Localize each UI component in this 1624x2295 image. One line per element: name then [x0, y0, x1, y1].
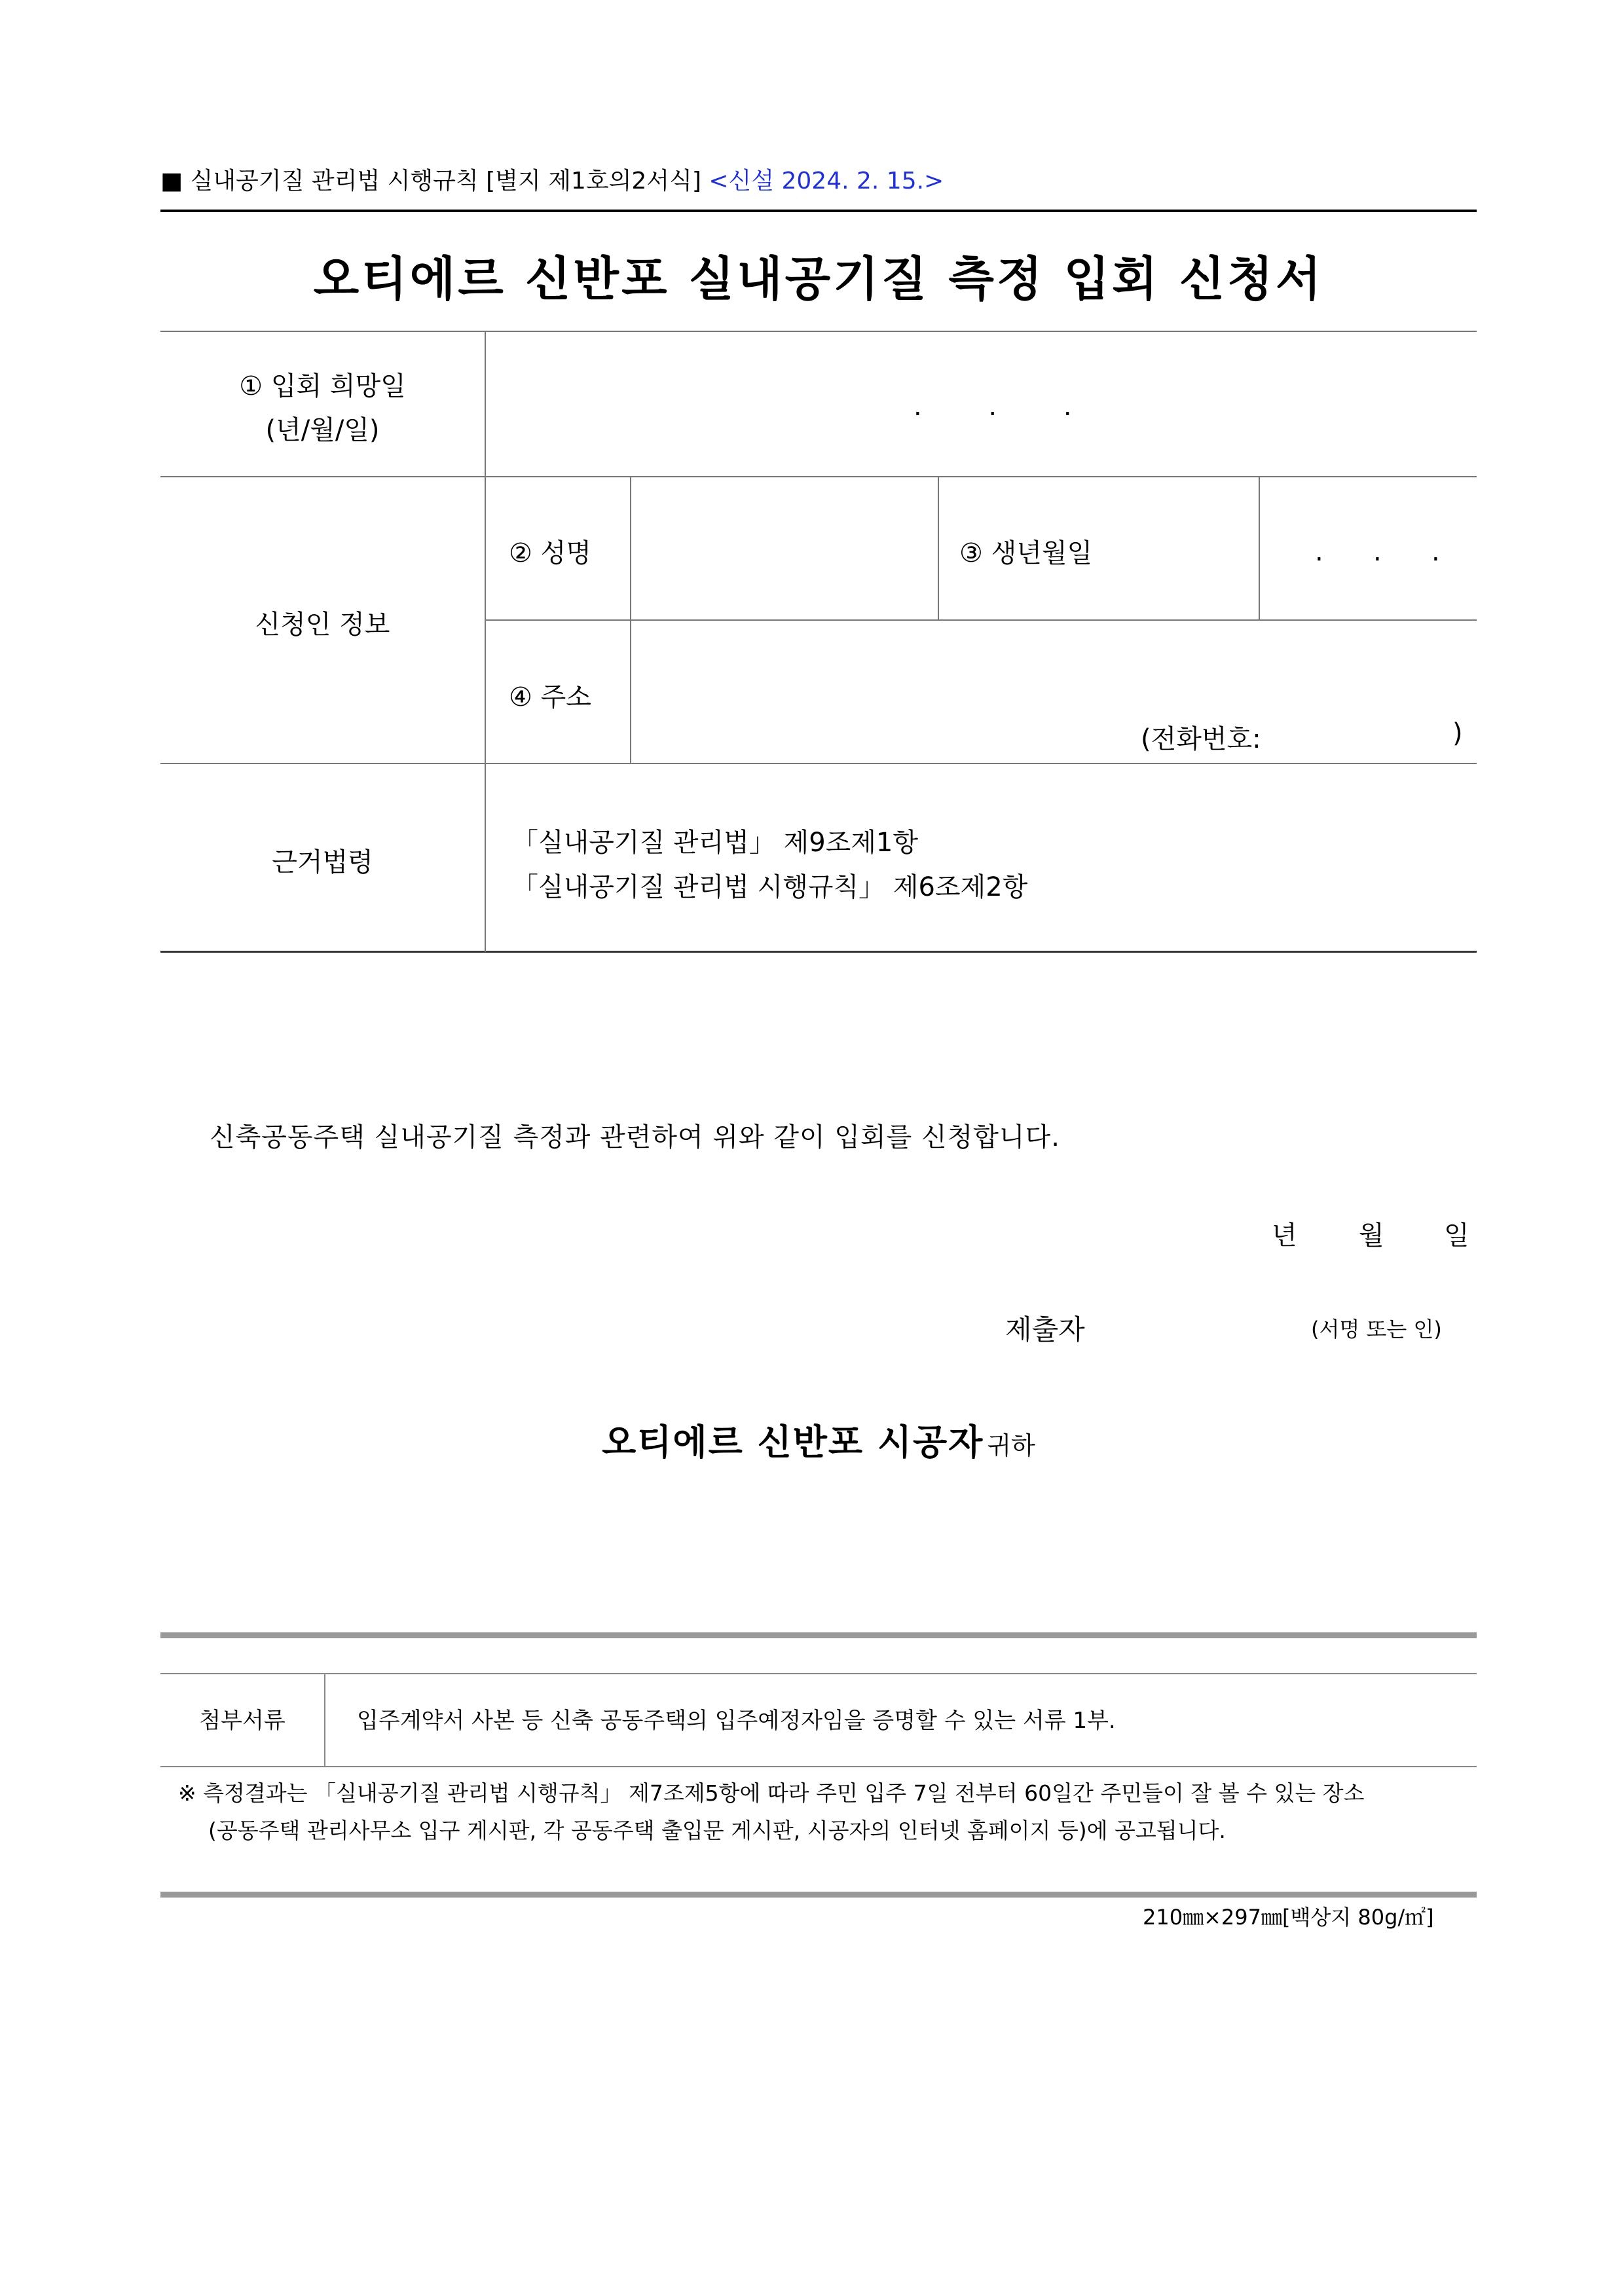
attachments-label: 첨부서류	[199, 1708, 286, 1734]
document-title: 오티에르 신반포 실내공기질 측정 입회 신청서	[313, 251, 1324, 306]
attachments-top-rule	[160, 1632, 1477, 1638]
date-year-label: 년	[1272, 1221, 1297, 1251]
paper-spec: 210㎜×297㎜[백상지 80g/㎡]	[1143, 1905, 1434, 1930]
row-divider-1	[160, 476, 1477, 477]
attachments-top-border	[160, 1673, 1477, 1674]
birth-label-divider	[938, 476, 939, 621]
notice-line-1: ※ 측정결과는 「실내공기질 관리법 시행규칙」 제7조제5항에 따라 주민 입주 7일 전부터 60일간 주민들이 잘 볼 수 있는 장소	[178, 1780, 1365, 1806]
recipient-name: 오티에르 신반포 시공자	[602, 1422, 984, 1463]
table-top-border	[160, 331, 1477, 332]
attachments-text: 입주계약서 사본 등 신축 공동주택의 입주예정자임을 증명할 수 있는 서류 1부.	[357, 1708, 1116, 1734]
signature-note: (서명 또는 인)	[1311, 1317, 1442, 1342]
phone-label: (전화번호:	[1141, 724, 1261, 754]
legal-basis-law: 「실내공기질 관리법」 제9조제1항	[512, 828, 919, 858]
witness-date-format: (년/월/일)	[265, 415, 380, 445]
regulation-reference: 실내공기질 관리법 시행규칙 [별지 제1호의2서식]	[190, 168, 701, 194]
regulation-header	[160, 162, 944, 196]
birth-value-divider	[1259, 476, 1260, 621]
row-divider-2	[486, 619, 1477, 621]
date-day-label: 일	[1444, 1221, 1469, 1251]
bottom-rule	[160, 1892, 1477, 1898]
recipient-honorific: 귀하	[987, 1431, 1035, 1460]
name-field[interactable]	[633, 481, 935, 615]
submitter-label: 제출자	[1005, 1313, 1085, 1346]
witness-date-field[interactable]: . . .	[913, 392, 1072, 422]
application-statement: 신축공동주택 실내공기질 측정과 관련하여 위와 같이 입회를 신청합니다.	[210, 1122, 1060, 1152]
legal-basis-label: 근거법령	[272, 847, 373, 877]
table-bottom-border	[160, 951, 1477, 953]
revision-note: <신설 2024. 2. 15.>	[709, 168, 944, 194]
name-label: ② 성명	[509, 538, 591, 568]
birth-date-label: ③ 생년월일	[959, 538, 1093, 568]
legal-basis-rule: 「실내공기질 관리법 시행규칙」 제6조제2항	[512, 872, 1028, 902]
address-field[interactable]	[633, 623, 1474, 708]
date-month-label: 월	[1359, 1221, 1384, 1251]
birth-date-field[interactable]: . . .	[1315, 537, 1440, 567]
row-divider-3	[160, 763, 1477, 764]
notice-line-2: (공동주택 관리사무소 입구 게시판, 각 공동주택 출입문 게시판, 시공자의 인터넷 홈페이지 등)에 공고됩니다.	[208, 1818, 1226, 1843]
attachments-divider	[324, 1673, 325, 1766]
header-rule	[160, 210, 1477, 212]
phone-close-paren: )	[1452, 718, 1463, 748]
square-bullet-icon: ■	[160, 168, 183, 194]
name-value-divider	[630, 476, 631, 764]
address-label: ④ 주소	[509, 682, 591, 712]
label-column-divider	[485, 331, 486, 952]
applicant-info-label: 신청인 정보	[255, 610, 390, 640]
witness-date-label: ① 입회 희망일	[239, 371, 406, 401]
attachments-bottom-border	[160, 1766, 1477, 1767]
recipient-line	[160, 1414, 1477, 1465]
